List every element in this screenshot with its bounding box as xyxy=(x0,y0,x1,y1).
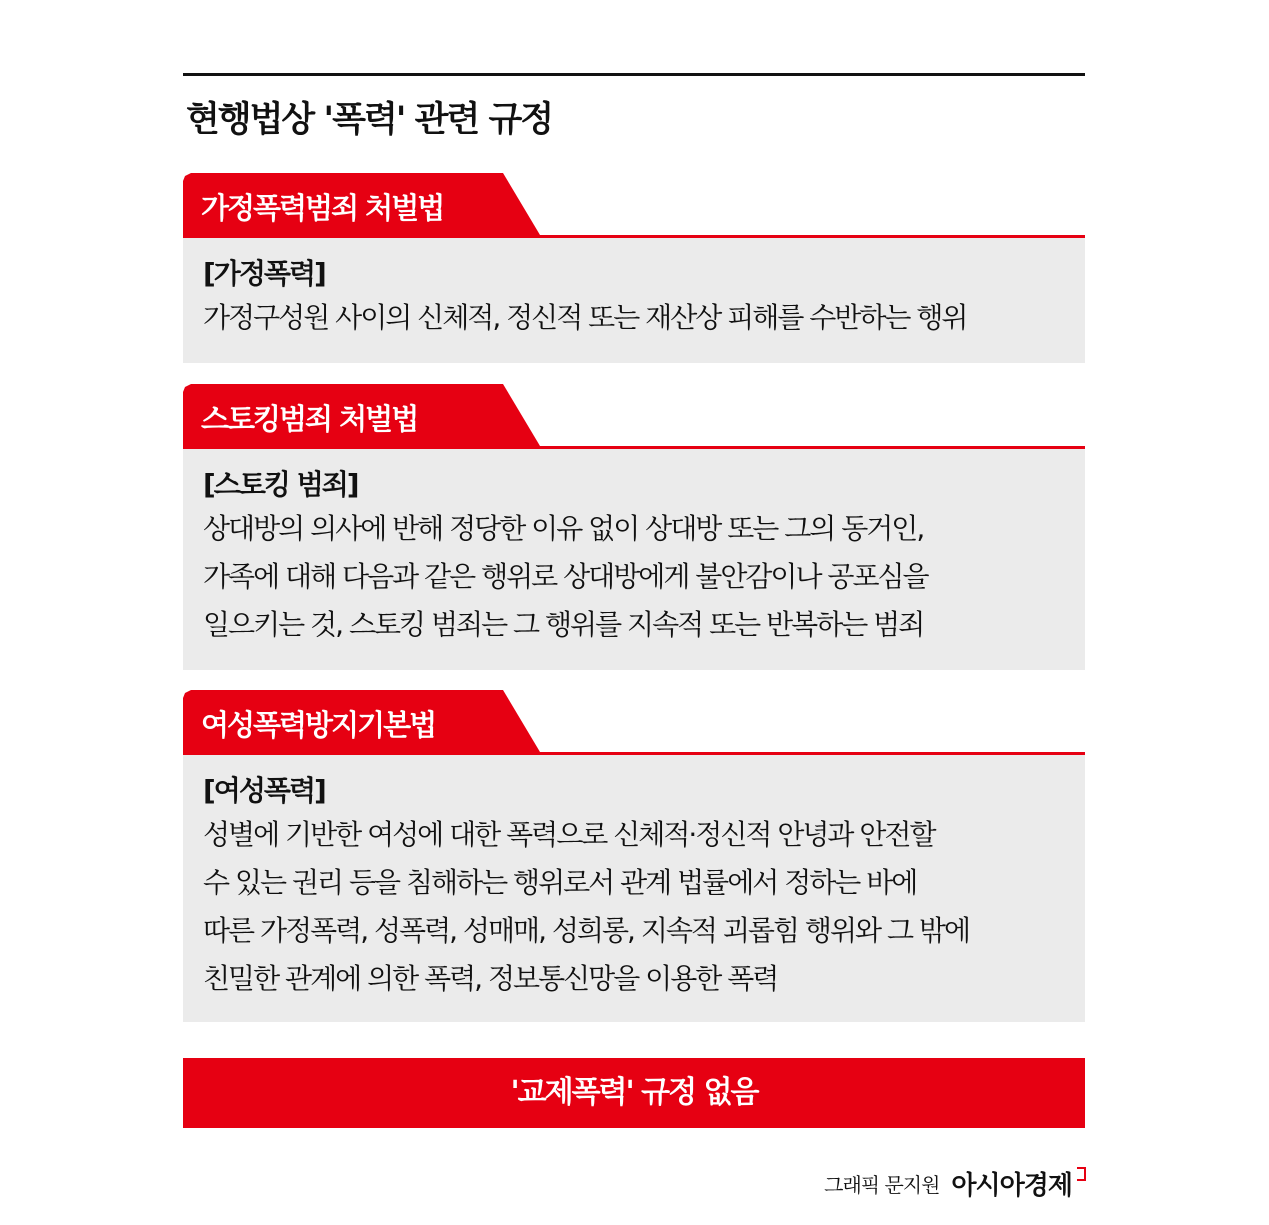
definition-line: 따른 가정폭력, 성폭력, 성매매, 성희롱, 지속적 괴롭힘 행위와 그 밖에 xyxy=(203,914,970,947)
definition-line: 일으키는 것, 스토킹 범죄는 그 행위를 지속적 또는 반복하는 범죄 xyxy=(203,608,924,641)
definition-line: 친밀한 관계에 의한 폭력, 정보통신망을 이용한 폭력 xyxy=(203,962,778,995)
page-title: 현행법상 '폭력' 관련 규정 xyxy=(186,100,553,140)
footer xyxy=(824,1165,1086,1202)
definition-line: 가족에 대해 다음과 같은 행위로 상대방에게 불안감이나 공포심을 xyxy=(203,560,928,593)
section-stalking xyxy=(183,384,1085,670)
term-heading: [스토킹 범죄] xyxy=(203,468,358,501)
law-name: 여성폭력방지기본법 xyxy=(201,708,436,742)
section-domestic-violence xyxy=(183,173,1085,363)
law-tab xyxy=(183,384,1085,446)
logo-text: 아시아경제 xyxy=(951,1171,1072,1201)
definition-line: 성별에 기반한 여성에 대한 폭력으로 신체적·정신적 안녕과 안전할 xyxy=(203,818,935,851)
graphic-credit: 그래픽 문지원 xyxy=(824,1173,940,1197)
section-violence-against-women xyxy=(183,690,1085,1022)
definition-line: 가정구성원 사이의 신체적, 정신적 또는 재산상 피해를 수반하는 행위 xyxy=(203,301,967,334)
law-name: 가정폭력범죄 처벌법 xyxy=(201,191,444,225)
no-regulation-banner: '교제폭력' 규정 없음 xyxy=(183,1058,1085,1128)
definition-box xyxy=(183,449,1085,670)
term-heading: [가정폭력] xyxy=(203,257,325,290)
definition-line: 상대방의 의사에 반해 정당한 이유 없이 상대방 또는 그의 동거인, xyxy=(203,512,924,545)
law-name: 스토킹범죄 처벌법 xyxy=(201,402,418,436)
law-tab xyxy=(183,173,1085,235)
definition-line: 수 있는 권리 등을 침해하는 행위로서 관계 법률에서 정하는 바에 xyxy=(203,866,917,899)
publisher-logo xyxy=(951,1165,1086,1202)
definition-box xyxy=(183,755,1085,1022)
logo-mark-icon xyxy=(1077,1167,1086,1181)
top-rule xyxy=(183,73,1085,76)
law-tab xyxy=(183,690,1085,752)
term-heading: [여성폭력] xyxy=(203,774,325,807)
definition-box xyxy=(183,238,1085,363)
